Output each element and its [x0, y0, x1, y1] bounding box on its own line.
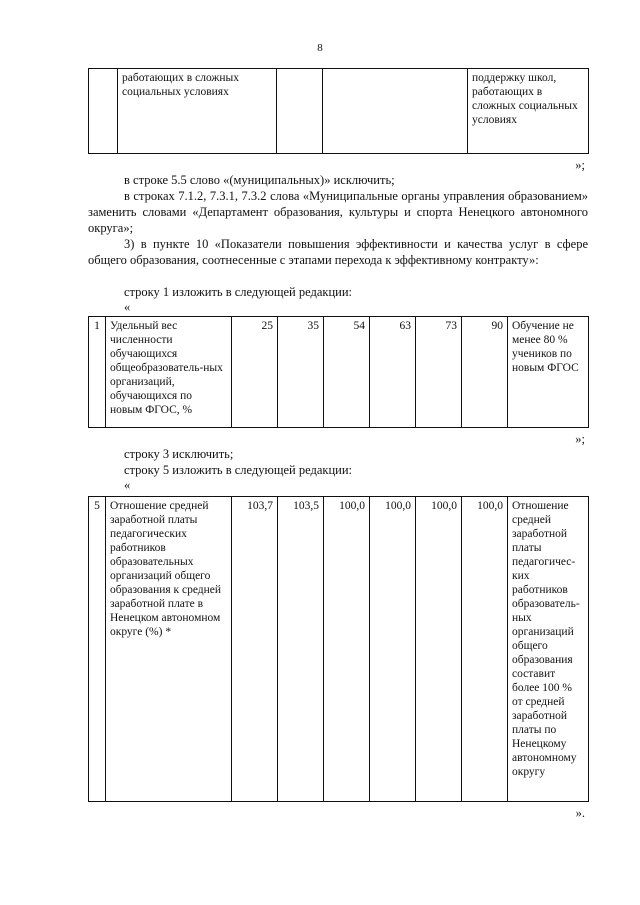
value-cell: 35 [278, 317, 324, 428]
paragraph: в строках 7.1.2, 7.3.1, 7.3.2 слова «Муниципальные органы управления образованием» заменить словами «Департамент образования, культуры и спорта Ненецкого автономного округа»; [88, 189, 588, 235]
table-row [89, 317, 589, 428]
opening-quote: « [124, 300, 131, 314]
value-cell: 73 [416, 317, 462, 428]
value-cell: 103,5 [278, 497, 324, 802]
table-row [89, 497, 589, 802]
paragraph: строку 3 исключить; [124, 447, 234, 461]
opening-quote: « [124, 478, 131, 492]
expected-result: Обучение не менее 80 % учеников по новым ФГОС [508, 317, 589, 428]
indicator-name: Удельный вес численности обучающихся общеобразователь-ных организаций, обучающихся по новым ФГОС, % [106, 317, 232, 428]
table-row1 [88, 316, 589, 428]
closing-quote: »; [575, 158, 585, 172]
value-cell: 100,0 [416, 497, 462, 802]
value-cell: 90 [462, 317, 508, 428]
table-cell [89, 69, 118, 154]
table-cell [323, 69, 468, 154]
closing-quote: ». [575, 806, 585, 820]
value-cell: 103,7 [232, 497, 278, 802]
value-cell: 63 [370, 317, 416, 428]
page-number: 8 [317, 42, 323, 54]
table-row [89, 69, 589, 154]
row-number: 1 [89, 317, 106, 428]
table-cell: работающих в сложных социальных условиях [118, 69, 277, 154]
table-continuation [88, 68, 589, 154]
row-number: 5 [89, 497, 106, 802]
value-cell: 100,0 [324, 497, 370, 802]
value-cell: 54 [324, 317, 370, 428]
paragraph: в строке 5.5 слово «(муниципальных)» исключить; [124, 173, 395, 187]
value-cell: 25 [232, 317, 278, 428]
table-cell: поддержку школ, работающих в сложных социальных условиях [468, 69, 589, 154]
paragraph: строку 1 изложить в следующей редакции: [124, 285, 353, 299]
closing-quote: »; [575, 432, 585, 446]
expected-result: Отношение средней заработной платы педагогичес-ких работников образователь-ных организаций общего образования составит более 100 % от средней заработной платы по Ненецкому автономному округу [508, 497, 589, 802]
indicator-name: Отношение средней заработной платы педагогических работников образовательных организаций общего образования к средней заработной плате в Ненецком автономном округе (%) * [106, 497, 232, 802]
paragraph: строку 5 изложить в следующей редакции: [124, 463, 353, 477]
value-cell: 100,0 [370, 497, 416, 802]
paragraph: 3) в пункте 10 «Показатели повышения эффективности и качества услуг в сфере общего образования, соотнесенные с этапами перехода к эффективному контракту»: [88, 237, 588, 267]
value-cell: 100,0 [462, 497, 508, 802]
table-cell [277, 69, 323, 154]
table-row5 [88, 496, 589, 802]
